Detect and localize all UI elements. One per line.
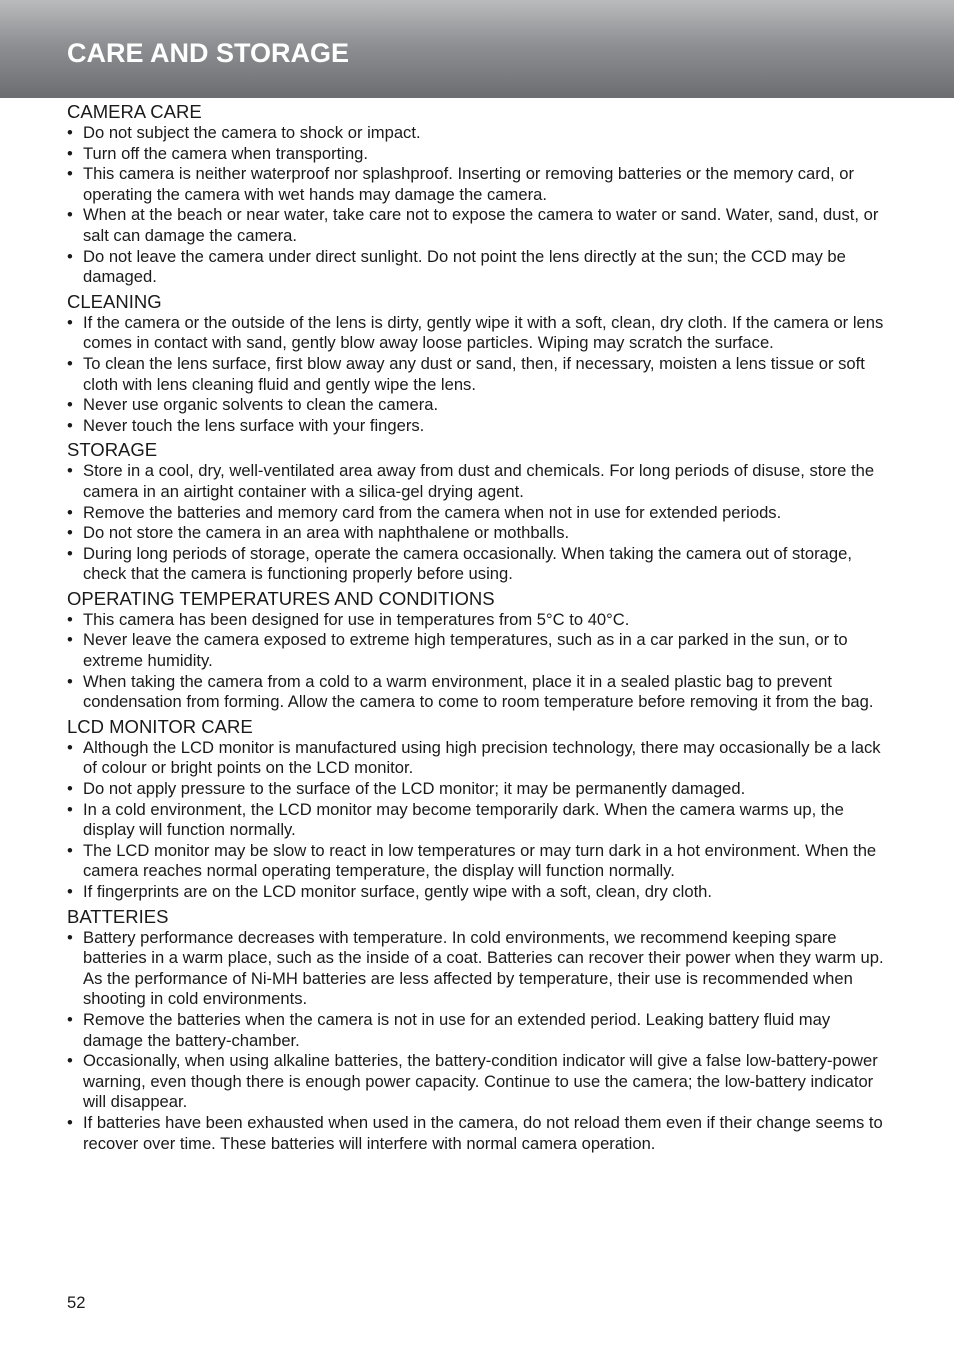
- list-item: [67, 882, 889, 903]
- bullet-icon: •: [67, 523, 73, 543]
- list-item-text: This camera has been designed for use in temperatures from 5°C to 40°C.: [83, 609, 630, 629]
- bullet-list: [67, 610, 889, 713]
- bullet-icon: •: [67, 246, 73, 266]
- list-item-text: Although the LCD monitor is manufactured using high precision technology, there may occasionally be a lack of colour or bright points on the LCD monitor.: [83, 737, 881, 778]
- list-item-text: When taking the camera from a cold to a warm environment, place it in a sealed plastic bag to prevent condensation from forming. Allow the camera to come to room temperature before removing it from the bag.: [83, 671, 874, 712]
- list-item: [67, 1051, 889, 1113]
- list-item: [67, 395, 889, 416]
- list-item: [67, 523, 889, 544]
- list-item-text: Never leave the camera exposed to extreme high temperatures, such as in a car parked in the sun, or to extreme humidity.: [83, 630, 848, 671]
- list-item: [67, 503, 889, 524]
- list-item-text: If the camera or the outside of the lens is dirty, gently wipe it with a soft, clean, dry cloth. If the camera or lens comes in contact with sand, gently blow away loose particles. Wiping may scratch the surface.: [83, 312, 884, 353]
- list-item-text: Do not subject the camera to shock or impact.: [83, 123, 421, 142]
- list-item-text: Never use organic solvents to clean the camera.: [83, 395, 439, 415]
- bullet-icon: •: [67, 205, 73, 225]
- section-heading: CAMERA CARE: [67, 101, 202, 122]
- list-item-text: The LCD monitor may be slow to react in low temperatures or may turn dark in a hot environment. When the camera reaches normal operating temperature, the display will function normally.: [83, 840, 877, 881]
- section-operating-temperatures-and-conditions: [67, 588, 889, 713]
- section-heading: BATTERIES: [67, 905, 169, 927]
- list-item: [67, 610, 889, 631]
- list-item: [67, 779, 889, 800]
- bullet-icon: •: [67, 143, 73, 163]
- bullet-list: [67, 461, 889, 585]
- bullet-icon: •: [67, 1112, 73, 1132]
- content-body: [67, 101, 889, 1157]
- bullet-icon: •: [67, 779, 73, 799]
- list-item-text: In a cold environment, the LCD monitor may become temporarily dark. When the camera warms up, the display will function normally.: [83, 799, 844, 840]
- list-item-text: Do not apply pressure to the surface of the LCD monitor; it may be permanently damaged.: [83, 779, 746, 799]
- list-item-text: Turn off the camera when transporting.: [83, 143, 369, 163]
- list-item-text: This camera is neither waterproof nor splashproof. Inserting or removing batteries or the memory card, or operating the camera with wet hands may damage the camera.: [83, 164, 855, 204]
- bullet-icon: •: [67, 1009, 73, 1029]
- list-item: [67, 544, 889, 585]
- list-item: [67, 247, 889, 288]
- bullet-icon: •: [67, 840, 73, 860]
- bullet-list: [67, 928, 889, 1155]
- list-item: [67, 738, 889, 779]
- list-item: [67, 354, 889, 395]
- section-cleaning: [67, 291, 889, 437]
- bullet-icon: •: [67, 415, 73, 435]
- bullet-icon: •: [67, 799, 73, 819]
- bullet-list: [67, 738, 889, 903]
- list-item-text: When at the beach or near water, take care not to expose the camera to water or sand. Water, sand, dust, or salt can damage the camera.: [83, 205, 879, 245]
- section-heading: STORAGE: [67, 439, 158, 461]
- section-heading: CLEANING: [67, 290, 162, 312]
- list-item-text: Store in a cool, dry, well-ventilated area away from dust and chemicals. For long periods of disuse, store the camera in an airtight container with a silica-gel drying agent.: [83, 461, 875, 501]
- bullet-icon: •: [67, 395, 73, 415]
- bullet-icon: •: [67, 502, 73, 522]
- list-item-text: Battery performance decreases with temperature. In cold environments, we recommend keeping spare batteries in a warm place, such as the inside of a coat. Batteries can recover their power when they warm up. As the performance of Ni-MH batteries are less affected by temperature, their use is recommended when shooting in cold environments.: [83, 927, 884, 1009]
- section-batteries: [67, 906, 889, 1155]
- list-item-text: Never touch the lens surface with your fingers.: [83, 415, 425, 435]
- bullet-icon: •: [67, 609, 73, 629]
- section-heading: LCD MONITOR CARE: [67, 715, 253, 737]
- bullet-icon: •: [67, 461, 73, 481]
- list-item: [67, 1113, 889, 1154]
- list-item: [67, 800, 889, 841]
- list-item: [67, 672, 889, 713]
- bullet-icon: •: [67, 927, 73, 947]
- list-item-text: Do not store the camera in an area with naphthalene or mothballs.: [83, 523, 570, 543]
- list-item: [67, 928, 889, 1010]
- bullet-icon: •: [67, 164, 73, 184]
- list-item: [67, 313, 889, 354]
- list-item: [67, 1010, 889, 1051]
- bullet-icon: •: [67, 882, 73, 901]
- list-item: [67, 416, 889, 437]
- section-camera-care: [67, 101, 889, 288]
- list-item-text: Remove the batteries when the camera is not in use for an extended period. Leaking battery fluid may damage the battery-chamber.: [83, 1009, 831, 1050]
- page-number: 52: [67, 1293, 86, 1312]
- section-lcd-monitor-care: [67, 716, 889, 903]
- list-item-text: If fingerprints are on the LCD monitor surface, gently wipe with a soft, clean, dry cloth.: [83, 882, 713, 901]
- bullet-icon: •: [67, 543, 73, 563]
- list-item: [67, 841, 889, 882]
- list-item: [67, 205, 889, 246]
- list-item-text: Occasionally, when using alkaline batteries, the battery-condition indicator will give a false low-battery-power warning, even though there is enough power capacity. Continue to use the camera; the low-battery indicator will disappear.: [83, 1051, 878, 1112]
- section-heading: OPERATING TEMPERATURES AND CONDITIONS: [67, 587, 495, 609]
- section-storage: [67, 439, 889, 585]
- bullet-list: [67, 123, 889, 288]
- bullet-list: [67, 313, 889, 437]
- bullet-icon: •: [67, 1051, 73, 1071]
- list-item: [67, 630, 889, 671]
- bullet-icon: •: [67, 312, 73, 332]
- bullet-icon: •: [67, 630, 73, 650]
- bullet-icon: •: [67, 737, 73, 757]
- list-item-text: During long periods of storage, operate the camera occasionally. When taking the camera out of storage, check that the camera is functioning properly before using.: [83, 543, 852, 584]
- page-title: CARE AND STORAGE: [67, 38, 350, 68]
- bullet-icon: •: [67, 123, 73, 142]
- list-item: [67, 461, 889, 502]
- list-item-text: Remove the batteries and memory card from the camera when not in use for extended periods.: [83, 502, 782, 522]
- list-item: [67, 144, 889, 165]
- list-item-text: To clean the lens surface, first blow away any dust or sand, then, if necessary, moisten a lens tissue or soft cloth with lens cleaning fluid and gently wipe the lens.: [83, 353, 865, 394]
- list-item: [67, 164, 889, 205]
- list-item: [67, 123, 889, 144]
- list-item-text: Do not leave the camera under direct sunlight. Do not point the lens directly at the sun; the CCD may be damaged.: [83, 246, 846, 287]
- page-header-banner: [0, 0, 954, 98]
- bullet-icon: •: [67, 353, 73, 373]
- list-item-text: If batteries have been exhausted when used in the camera, do not reload them even if their change seems to recover over time. These batteries will interfere with normal camera operation.: [83, 1112, 883, 1153]
- bullet-icon: •: [67, 671, 73, 691]
